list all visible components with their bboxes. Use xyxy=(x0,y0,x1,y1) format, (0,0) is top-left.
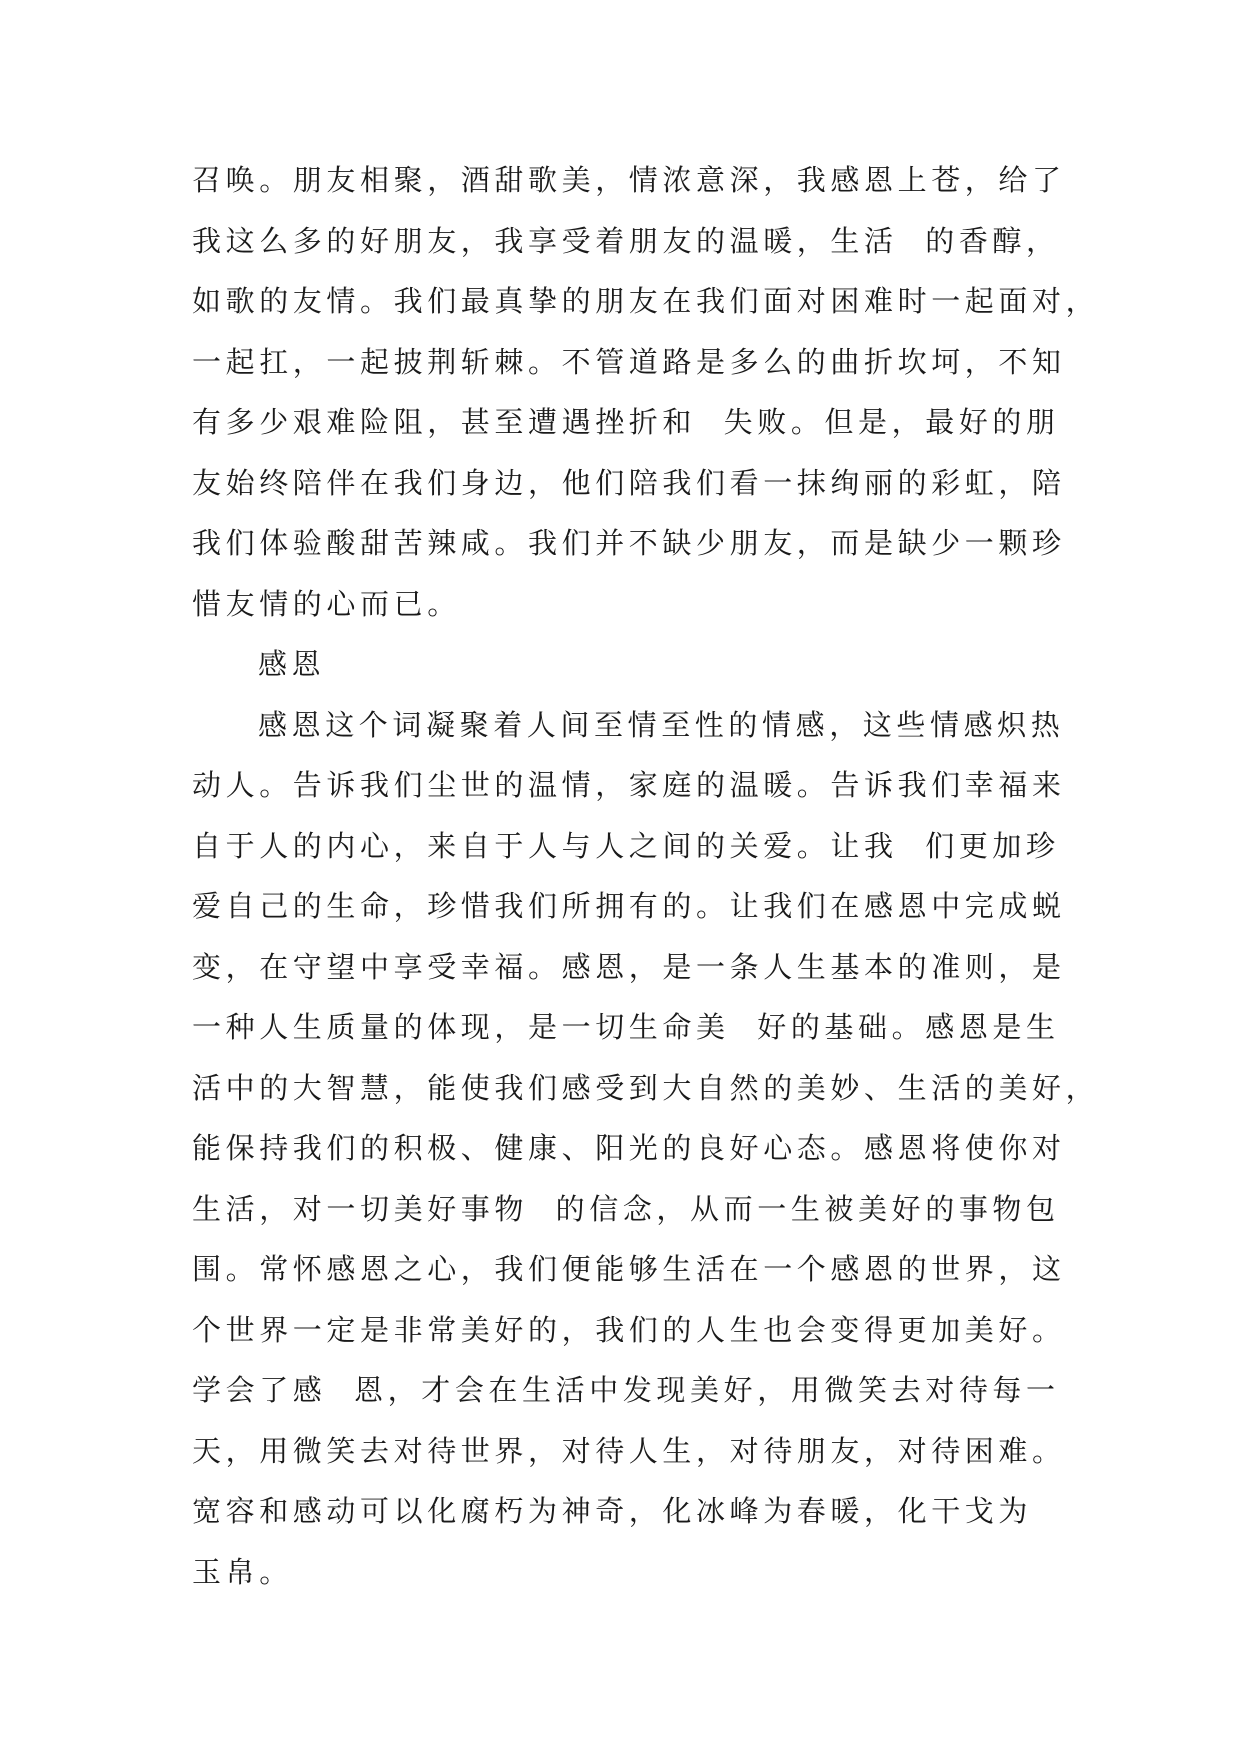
text-line: 天，用微笑去对待世界，对待人生，对待朋友，对待困难。 xyxy=(192,1433,1066,1468)
text-line: 生活，对一切美好事物 的信念，从而一生被美好的事物包 xyxy=(192,1191,1060,1226)
text-line: 学会了感 恩，才会在生活中发现美好，用微笑去对待每一 xyxy=(192,1373,1060,1407)
section-heading: 感恩 xyxy=(258,647,326,681)
text-line: 惜友情的心而已。 xyxy=(192,586,461,621)
text-line: 玉帛。 xyxy=(192,1554,293,1589)
text-line: 活中的大智慧，能使我们感受到大自然的美妙、生活的美好， xyxy=(192,1070,1100,1105)
text-line: 有多少艰难险阻，甚至遭遇挫折和 失败。但是，最好的朋 xyxy=(192,405,1060,439)
text-line: 我们体验酸甜苦辣咸。我们并不缺少朋友，而是缺少一颗珍 xyxy=(192,526,1066,560)
document-body xyxy=(192,160,1100,1612)
text-line: 我这么多的好朋友，我享受着朋友的温暖，生活 的香醇， xyxy=(192,223,1060,258)
text-line: 一种人生质量的体现，是一切生命美 好的基础。感恩是生 xyxy=(192,1010,1060,1044)
text-line: 爱自己的生命，珍惜我们所拥有的。让我们在感恩中完成蜕 xyxy=(192,889,1066,923)
text-line: 变，在守望中享受幸福。感恩，是一条人生基本的准则，是 xyxy=(192,949,1066,984)
text-line: 个世界一定是非常美好的，我们的人生也会变得更加美好。 xyxy=(192,1312,1066,1347)
text-line: 召唤。朋友相聚，酒甜歌美，情浓意深，我感恩上苍，给了 xyxy=(192,163,1066,197)
text-line: 一起扛，一起披荆斩棘。不管道路是多么的曲折坎坷，不知 xyxy=(192,344,1066,379)
text-line: 围。常怀感恩之心，我们便能够生活在一个感恩的世界，这 xyxy=(192,1252,1066,1286)
text-line: 如歌的友情。我们最真挚的朋友在我们面对困难时一起面对， xyxy=(192,284,1100,318)
text-line: 能保持我们的积极、健康、阳光的良好心态。感恩将使你对 xyxy=(192,1131,1066,1165)
text-line: 感恩这个词凝聚着人间至情至性的情感，这些情感炽热 xyxy=(258,707,1065,742)
text-line: 动人。告诉我们尘世的温情，家庭的温暖。告诉我们幸福来 xyxy=(192,768,1066,802)
text-line: 宽容和感动可以化腐朽为神奇，化冰峰为春暖，化干戈为 xyxy=(192,1494,1033,1528)
text-line: 友始终陪伴在我们身边，他们陪我们看一抹绚丽的彩虹，陪 xyxy=(192,465,1066,500)
text-line: 自于人的内心，来自于人与人之间的关爱。让我 们更加珍 xyxy=(192,828,1060,863)
